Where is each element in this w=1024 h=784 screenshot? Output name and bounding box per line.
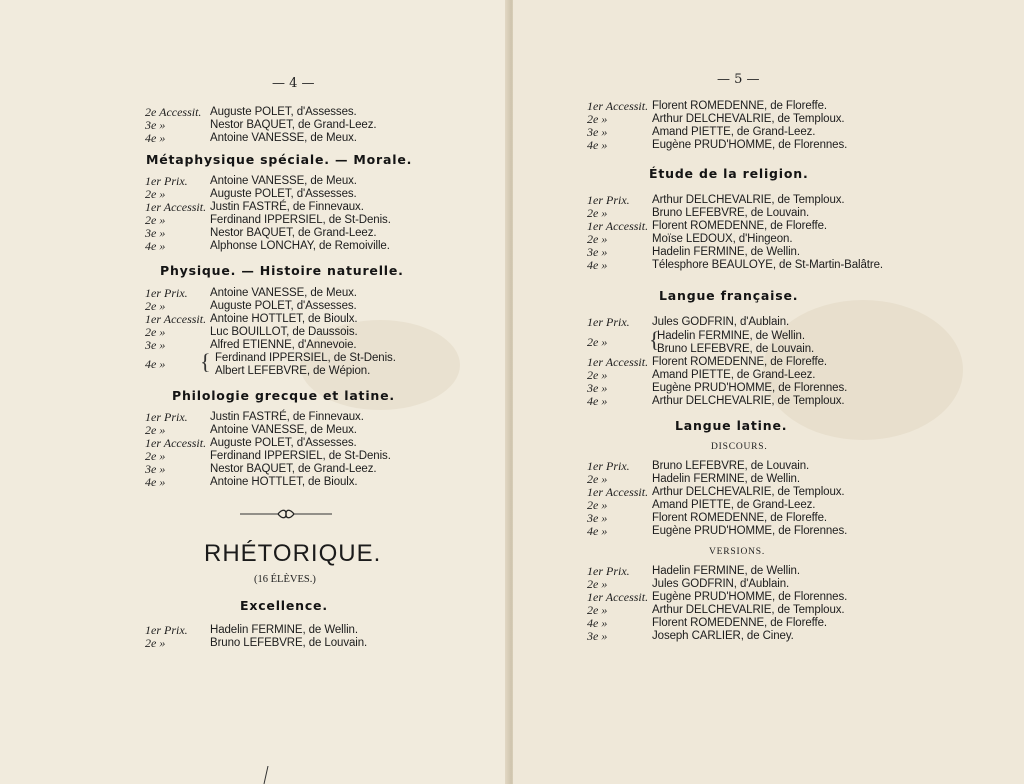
right-page — [513, 0, 1024, 784]
laureate-name: Bruno LEFEBVRE, de Louvain. — [657, 343, 815, 355]
class-count: (16 ÉLÈVES.) — [254, 574, 316, 585]
laureate-name: Luc BOUILLOT, de Daussois. — [210, 326, 358, 338]
laureate-name: Eugène PRUD'HOMME, de Florennes. — [652, 382, 848, 394]
laureate-name: Antoine VANESSE, de Meux. — [210, 175, 357, 187]
laureate-name: Justin FASTRÉ, de Finnevaux. — [210, 201, 364, 213]
rank-label: 2e » — [145, 636, 166, 650]
rank-label: 2e » — [145, 449, 166, 463]
rank-label: 3e » — [587, 125, 608, 139]
rank-label: 3e » — [587, 629, 608, 643]
laureate-name: Nestor BAQUET, de Grand-Leez. — [210, 463, 377, 475]
rank-label: 2e » — [145, 325, 166, 339]
section-heading: Philologie grecque et latine. — [172, 388, 395, 403]
laureate-name: Ferdinand IPPERSIEL, de St-Denis. — [210, 214, 391, 226]
rank-label: 2e » — [587, 368, 608, 382]
rank-label: 4e » — [145, 357, 166, 371]
laureate-name: Joseph CARLIER, de Ciney. — [652, 630, 794, 642]
laureate-name: Antoine VANESSE, de Meux. — [210, 132, 357, 144]
section-heading: Métaphysique spéciale. — Morale. — [146, 152, 413, 167]
laureate-name: Bruno LEFEBVRE, de Louvain. — [652, 460, 810, 472]
rank-label: 1er Accessit. — [587, 99, 649, 113]
laureate-name: Amand PIETTE, de Grand-Leez. — [652, 369, 816, 381]
rank-label: 1er Accessit. — [145, 312, 207, 326]
laureate-name: Florent ROMEDENNE, de Floreffe. — [652, 617, 827, 629]
rank-label: 1er Accessit. — [587, 219, 649, 233]
rank-label: 2e » — [145, 187, 166, 201]
rank-label: 3e » — [145, 118, 166, 132]
laureate-name: Antoine HOTTLET, de Bioulx. — [210, 313, 358, 325]
laureate-name: Auguste POLET, d'Assesses. — [210, 106, 357, 118]
rank-label: 2e » — [587, 603, 608, 617]
rank-label: 1er Accessit. — [145, 436, 207, 450]
rank-label: 4e » — [587, 138, 608, 152]
laureate-name: Amand PIETTE, de Grand-Leez. — [652, 126, 816, 138]
rank-label: 1er Prix. — [145, 623, 188, 637]
rank-label: 3e » — [145, 462, 166, 476]
laureate-name: Arthur DELCHEVALRIE, de Temploux. — [652, 486, 845, 498]
laureate-name: Hadelin FERMINE, de Wellin. — [652, 565, 800, 577]
subsection-heading: VERSIONS. — [709, 547, 766, 557]
laureate-name: Ferdinand IPPERSIEL, de St-Denis. — [210, 450, 391, 462]
laureate-name: Hadelin FERMINE, de Wellin. — [210, 624, 358, 636]
rank-label: 4e » — [587, 616, 608, 630]
rank-label: 2e » — [145, 299, 166, 313]
rank-label: 4e » — [145, 475, 166, 489]
rank-label: 2e » — [145, 213, 166, 227]
brace-mark: { — [649, 327, 660, 352]
laureate-name: Ferdinand IPPERSIEL, de St-Denis. — [215, 352, 396, 364]
laureate-name: Nestor BAQUET, de Grand-Leez. — [210, 119, 377, 131]
rank-label: 1er Prix. — [145, 174, 188, 188]
ornament-divider — [238, 508, 334, 520]
section-heading: Langue latine. — [675, 418, 788, 433]
laureate-name: Antoine VANESSE, de Meux. — [210, 287, 357, 299]
laureate-name: Antoine HOTTLET, de Bioulx. — [210, 476, 358, 488]
rank-label: 1er Accessit. — [587, 355, 649, 369]
laureate-name: Nestor BAQUET, de Grand-Leez. — [210, 227, 377, 239]
rank-label: 2e » — [587, 112, 608, 126]
laureate-name: Bruno LEFEBVRE, de Louvain. — [652, 207, 810, 219]
laureate-name: Amand PIETTE, de Grand-Leez. — [652, 499, 816, 511]
laureate-name: Florent ROMEDENNE, de Floreffe. — [652, 512, 827, 524]
brace-mark: { — [200, 349, 211, 374]
laureate-name: Eugène PRUD'HOMME, de Florennes. — [652, 139, 848, 151]
laureate-name: Alfred ETIENNE, d'Annevoie. — [210, 339, 357, 351]
rank-label: 4e » — [587, 258, 608, 272]
rank-label: 1er Prix. — [587, 564, 630, 578]
laureate-name: Jules GODFRIN, d'Aublain. — [652, 578, 790, 590]
rank-label: 1er Accessit. — [587, 485, 649, 499]
rank-label: 2e » — [587, 335, 608, 349]
laureate-name: Hadelin FERMINE, de Wellin. — [657, 330, 805, 342]
laureate-name: Antoine VANESSE, de Meux. — [210, 424, 357, 436]
rank-label: 4e » — [587, 394, 608, 408]
page-number: — 5 — — [717, 72, 760, 87]
rank-label: 2e » — [587, 498, 608, 512]
laureate-name: Florent ROMEDENNE, de Floreffe. — [652, 100, 827, 112]
laureate-name: Bruno LEFEBVRE, de Louvain. — [210, 637, 368, 649]
laureate-name: Florent ROMEDENNE, de Floreffe. — [652, 220, 827, 232]
pencil-mark — [262, 766, 270, 784]
section-heading: Étude de la religion. — [649, 166, 809, 181]
laureate-name: Arthur DELCHEVALRIE, de Temploux. — [652, 113, 845, 125]
laureate-name: Auguste POLET, d'Assesses. — [210, 437, 357, 449]
laureate-name: Hadelin FERMINE, de Wellin. — [652, 246, 800, 258]
laureate-name: Arthur DELCHEVALRIE, de Temploux. — [652, 395, 845, 407]
class-title: RHÉTORIQUE. — [204, 540, 382, 567]
laureate-name: Auguste POLET, d'Assesses. — [210, 300, 357, 312]
rank-label: 1er Prix. — [587, 315, 630, 329]
rank-label: 2e Accessit. — [145, 105, 202, 119]
laureate-name: Jules GODFRIN, d'Aublain. — [652, 316, 790, 328]
page-number: — 4 — — [272, 76, 315, 91]
laureate-name: Hadelin FERMINE, de Wellin. — [652, 473, 800, 485]
rank-label: 3e » — [587, 245, 608, 259]
rank-label: 3e » — [587, 511, 608, 525]
rank-label: 2e » — [587, 577, 608, 591]
section-heading: Physique. — Histoire naturelle. — [160, 263, 404, 278]
laureate-name: Télesphore BEAULOYE, de St-Martin-Balâtre. — [652, 259, 884, 271]
laureate-name: Arthur DELCHEVALRIE, de Temploux. — [652, 604, 845, 616]
laureate-name: Auguste POLET, d'Assesses. — [210, 188, 357, 200]
left-page — [0, 0, 511, 784]
rank-label: 2e » — [587, 472, 608, 486]
laureate-name: Eugène PRUD'HOMME, de Florennes. — [652, 591, 848, 603]
rank-label: 1er Prix. — [145, 410, 188, 424]
rank-label: 3e » — [145, 338, 166, 352]
rank-label: 1er Prix. — [587, 459, 630, 473]
laureate-name: Florent ROMEDENNE, de Floreffe. — [652, 356, 827, 368]
laureate-name: Alphonse LONCHAY, de Remoiville. — [210, 240, 390, 252]
rank-label: 4e » — [145, 131, 166, 145]
laureate-name: Moïse LEDOUX, d'Hingeon. — [652, 233, 793, 245]
rank-label: 3e » — [587, 381, 608, 395]
laureate-name: Arthur DELCHEVALRIE, de Temploux. — [652, 194, 845, 206]
laureate-name: Eugène PRUD'HOMME, de Florennes. — [652, 525, 848, 537]
rank-label: 2e » — [145, 423, 166, 437]
laureate-name: Albert LEFEBVRE, de Wépion. — [215, 365, 371, 377]
laureate-name: Justin FASTRÉ, de Finnevaux. — [210, 411, 364, 423]
rank-label: 1er Prix. — [587, 193, 630, 207]
section-heading: Excellence. — [240, 598, 328, 613]
rank-label: 1er Accessit. — [587, 590, 649, 604]
rank-label: 1er Prix. — [145, 286, 188, 300]
rank-label: 2e » — [587, 206, 608, 220]
subsection-heading: DISCOURS. — [711, 442, 768, 452]
rank-label: 1er Accessit. — [145, 200, 207, 214]
rank-label: 2e » — [587, 232, 608, 246]
rank-label: 4e » — [145, 239, 166, 253]
rank-label: 3e » — [145, 226, 166, 240]
rank-label: 4e » — [587, 524, 608, 538]
section-heading: Langue française. — [659, 288, 799, 303]
